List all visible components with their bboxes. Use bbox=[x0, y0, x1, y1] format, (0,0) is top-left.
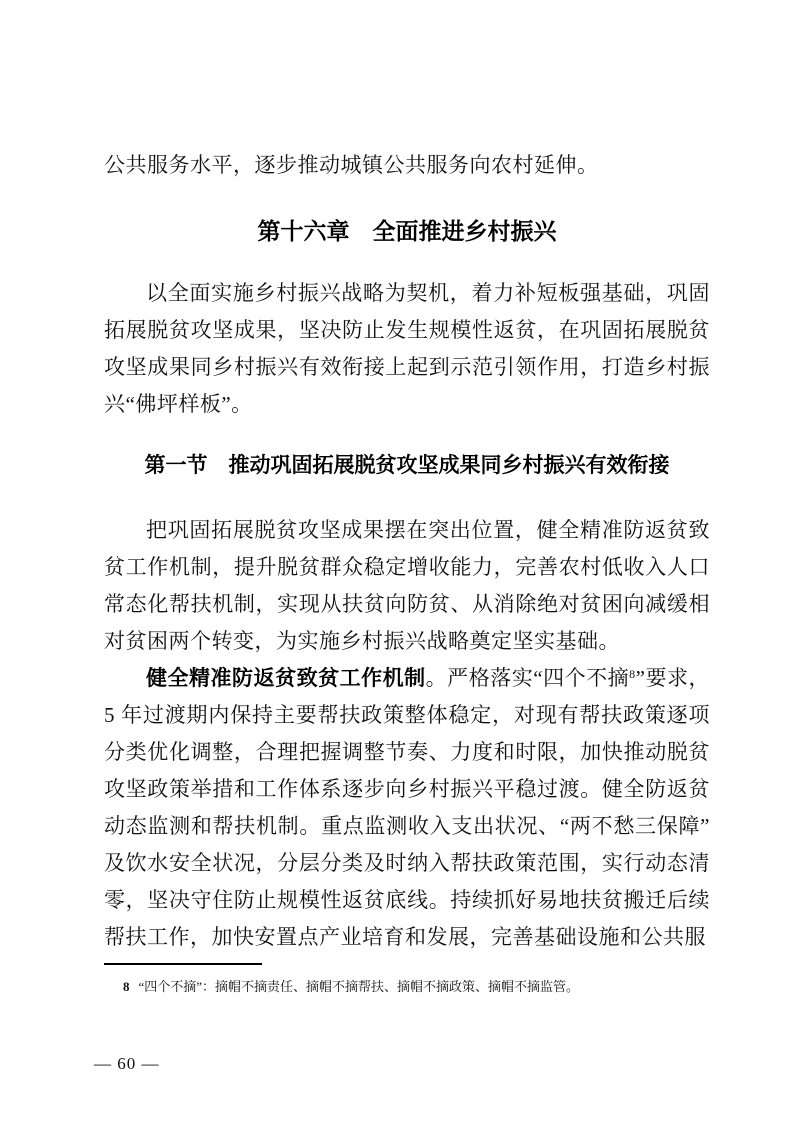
page-number: — 60 — bbox=[94, 1054, 160, 1073]
page-content bbox=[104, 147, 710, 956]
intro-paragraph bbox=[104, 275, 710, 423]
chapter-number: 第十六章 bbox=[257, 218, 350, 244]
paragraph-3-text-after-ref: ”要求，5 年过渡期内保持主要帮扶政策整体稳定，对现有帮扶政策逐项分类优化调整，合理把握调整节奏、力度和时限，加快推动脱贫攻坚政策举措和工作体系逐步向乡村振兴平稳过渡。健全防返贫动态监测和帮扶机制。重点监测收入支出状况、“两不愁三保障”及饮水安全状况，分层分类及时纳入帮扶政策范围，实行动态清零，坚决守住防止规模性返贫底线。持续抓好易地扶贫搬迁后续帮扶工作，加快安置点产业培育和发展，完善基础设施和公共服 bbox=[104, 666, 710, 949]
section-title: 推动巩固拓展脱贫攻坚成果同乡村振兴有效衔接 bbox=[228, 454, 670, 477]
footnote-text: “四个不摘”：摘帽不摘责任、摘帽不摘帮扶、摘帽不摘政策、摘帽不摘监管。 bbox=[138, 979, 580, 994]
footnote-area bbox=[104, 963, 710, 996]
footnote-number: 8 bbox=[123, 979, 130, 994]
chapter-title: 全面推进乡村振兴 bbox=[372, 218, 557, 244]
continuation-text: 公共服务水平，逐步推动城镇公共服务向农村延伸。 bbox=[104, 153, 599, 177]
footnote-separator-rule bbox=[104, 963, 262, 965]
section-number: 第一节 bbox=[144, 454, 208, 477]
footnote bbox=[104, 977, 710, 996]
paragraph-3-bold-lead: 健全精准防返贫致贫工作机制 bbox=[146, 667, 426, 690]
paragraph-3-text-before-ref: 。严格落实“四个不摘 bbox=[425, 666, 630, 690]
continuation-paragraph bbox=[104, 147, 710, 184]
section-heading bbox=[104, 451, 710, 481]
paragraph-3 bbox=[104, 660, 710, 956]
intro-paragraph-text: 以全面实施乡村振兴战略为契机，着力补短板强基础，巩固拓展脱贫攻坚成果，坚决防止发生规模性返贫，在巩固拓展脱贫攻坚成果同乡村振兴有效衔接上起到示范引领作用，打造乡村振兴“佛坪样板”。 bbox=[104, 281, 710, 416]
footnote-reference-superscript: 8 bbox=[629, 667, 636, 682]
paragraph-2-text: 把巩固拓展脱贫攻坚成果摆在突出位置，健全精准防返贫致贫工作机制，提升脱贫群众稳定增收能力，完善农村低收入人口常态化帮扶机制，实现从扶贫向防贫、从消除绝对贫困向减缓相对贫困两个转变，为实施乡村振兴战略奠定坚实基础。 bbox=[104, 518, 710, 653]
chapter-heading bbox=[104, 213, 710, 249]
paragraph-2 bbox=[104, 512, 710, 660]
